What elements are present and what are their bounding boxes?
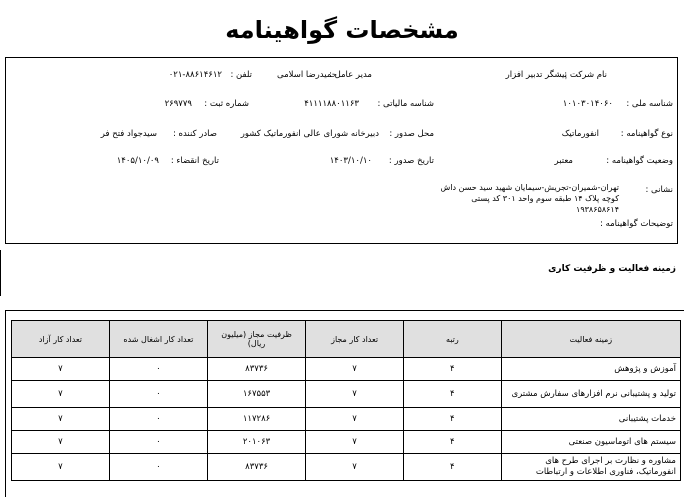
notes-label: توضیحات گواهینامه : [600,219,673,229]
issue-place-value: دبیرخانه شورای عالی انفورماتیک کشور [240,129,379,139]
cert-type-value: انفورماتیک [561,129,599,139]
national-id-label: شناسه ملی : [626,99,673,109]
table-row [12,358,681,381]
free-count-cell: ۷ [12,408,110,431]
occupied-count-cell: ۰ [109,431,207,454]
capacity-cell: ۱۶۷۵۵۳ [207,381,305,408]
info-row [6,126,677,142]
expiry-value: ۱۴۰۵/۱۰/۰۹ [116,156,159,166]
issue-place-label: محل صدور : [389,129,434,139]
allowed-count-cell: ۷ [306,358,404,381]
column-header: تعداد کار آزاد [12,321,110,358]
table-row [12,454,681,481]
occupied-count-cell: ۰ [109,454,207,481]
address-line: کوچه پلاک ۱۴ طبقه سوم واحد ۳۰۱ کد پستی [471,194,619,203]
activity-cell: مشاوره و نظارت بر اجرای طرح های انفورماتیک، فناوری اطلاعات و ارتباطات [501,454,680,481]
info-row [6,153,677,169]
address-value [440,182,619,215]
rank-cell: ۴ [404,358,502,381]
expiry-label: تاریخ انقضاء : [170,156,219,166]
table-row [12,408,681,431]
activity-table-frame [5,310,684,497]
occupied-count-cell: ۰ [109,408,207,431]
free-count-cell: ۷ [12,454,110,481]
divider [0,250,5,296]
phone-value: ۰۲۱-۸۸۶۱۴۶۱۲ [168,70,222,80]
address-line: تهران-شمیران-تجریش-سیمایان شهید سید حسن داش [440,183,619,192]
capacity-cell: ۲۰۱۰۶۳ [207,431,305,454]
capacity-cell: ۸۳۷۳۶ [207,358,305,381]
rank-cell: ۴ [404,431,502,454]
section-title: زمینه فعالیت و ظرفیت کاری [548,264,676,274]
free-count-cell: ۷ [12,381,110,408]
rank-cell: ۴ [404,454,502,481]
tax-id-value: ۴۱۱۱۱۸۸۰۱۱۶۳ [304,99,359,109]
free-count-cell: ۷ [12,431,110,454]
column-header: رتبه [404,321,502,358]
capacity-cell: ۸۳۷۳۶ [207,454,305,481]
info-row [6,96,677,112]
table-row [12,381,681,408]
activity-cell: آموزش و پژوهش [501,358,680,381]
issue-date-label: تاریخ صدور : [388,156,434,166]
table-header-row [12,321,681,358]
cert-type-label: نوع گواهینامه : [620,129,673,139]
occupied-count-cell: ۰ [109,358,207,381]
company-name-label: نام شرکت : [564,70,607,80]
activity-table [11,320,681,481]
rank-cell: ۴ [404,381,502,408]
column-header: ظرفیت مجاز (میلیون ریال) [207,321,305,358]
national-id-value: ۱۰۱۰۳۰۱۴۰۶۰ [562,99,613,109]
tax-id-label: شناسه مالیاتی : [377,99,434,109]
occupied-count-cell: ۰ [109,381,207,408]
certificate-info-box [5,57,678,244]
address-label: نشانی : [645,185,673,195]
capacity-cell: ۱۱۷۲۸۶ [207,408,305,431]
rank-cell: ۴ [404,408,502,431]
issuer-value: سیدجواد فتح فر [100,129,157,139]
column-header: زمینه فعالیت [501,321,680,358]
issue-date-value: ۱۴۰۳/۱۰/۱۰ [329,156,372,166]
reg-no-value: ۲۶۹۷۷۹ [164,99,192,109]
info-row [6,216,677,232]
column-header: تعداد کار مجاز [306,321,404,358]
table-row [12,431,681,454]
allowed-count-cell: ۷ [306,454,404,481]
status-value: معتبر [554,156,573,166]
ceo-value: حمیدرضا اسلامی [276,70,337,80]
activity-cell: تولید و پشتیبانی نرم افزارهای سفارش مشتری [501,381,680,408]
column-header: تعداد کار اشغال شده [109,321,207,358]
status-label: وضعیت گواهینامه : [606,156,673,166]
activity-cell: خدمات پشتیبانی [501,408,680,431]
ceo-label: مدیر عامل : [329,70,372,80]
info-row [6,67,677,83]
allowed-count-cell: ۷ [306,431,404,454]
allowed-count-cell: ۷ [306,408,404,431]
page-title: مشخصات گواهینامه [225,16,459,44]
issuer-label: صادر کننده : [172,129,217,139]
activity-cell: سیستم های اتوماسیون صنعتی [501,431,680,454]
reg-no-label: شماره ثبت : [204,99,249,109]
phone-label: تلفن : [230,70,252,80]
company-name-value: پیشگر تدبیر افزار [505,70,567,80]
free-count-cell: ۷ [12,358,110,381]
allowed-count-cell: ۷ [306,381,404,408]
address-line: ۱۹۳۸۶۵۸۶۱۴ [576,205,619,214]
